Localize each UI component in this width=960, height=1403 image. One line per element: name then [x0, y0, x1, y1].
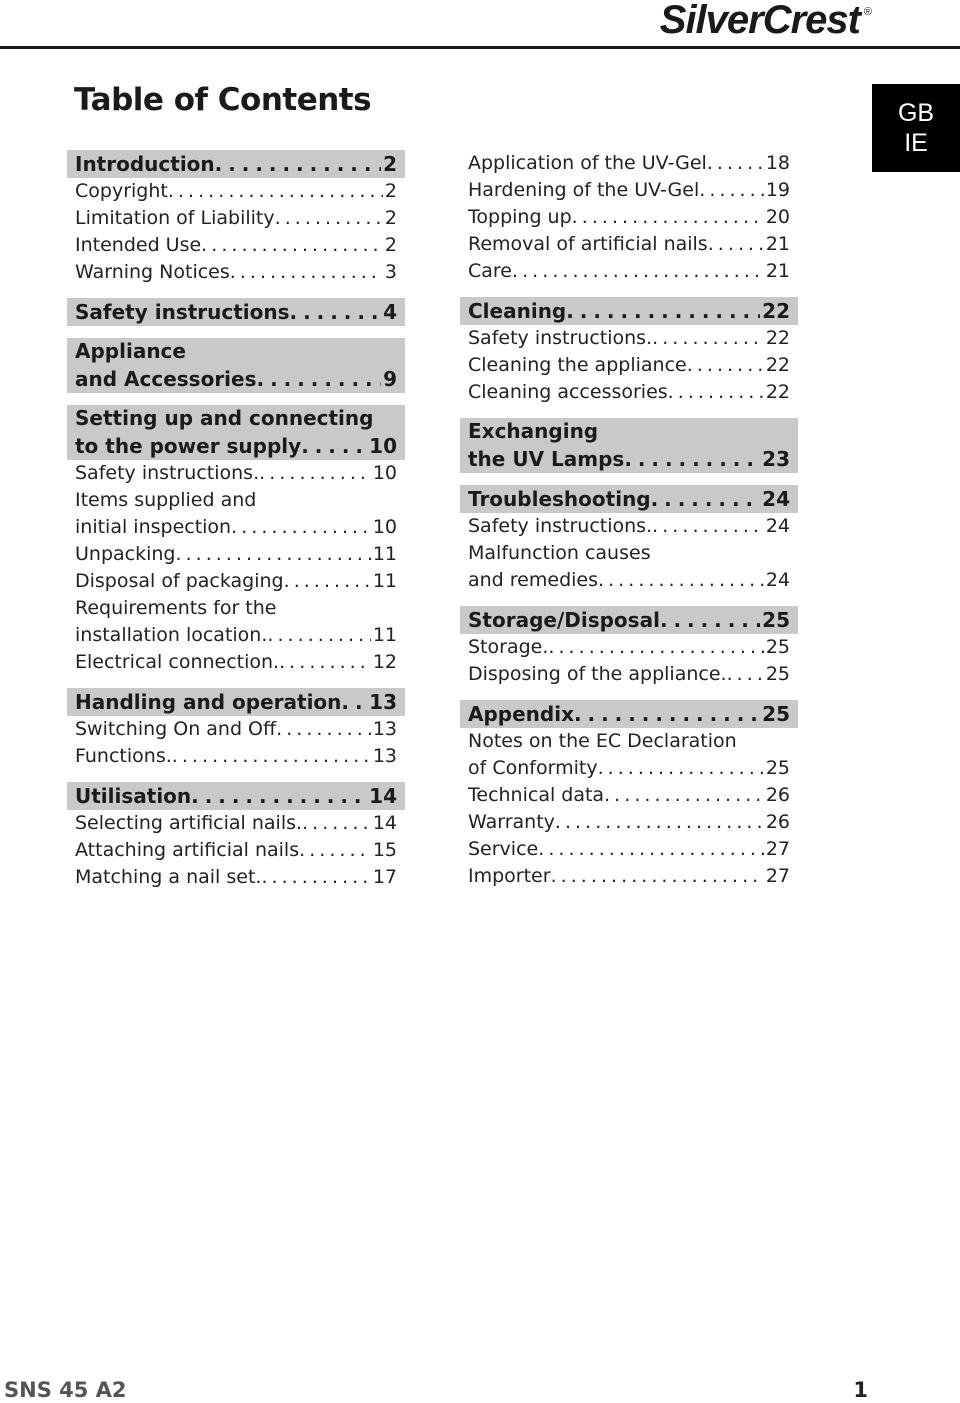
- dot-leader: [652, 325, 764, 352]
- toc-entry-title: of Conformity: [468, 757, 598, 779]
- toc-page-number: 23: [762, 447, 790, 471]
- toc-entry[interactable]: [460, 352, 798, 379]
- toc-entry[interactable]: [460, 231, 798, 258]
- toc-entry-title: Utilisation: [75, 784, 192, 808]
- dot-leader: [708, 231, 764, 258]
- toc-entry[interactable]: [460, 325, 798, 352]
- toc-entry-title: Warning Notices: [75, 261, 230, 283]
- toc-entry[interactable]: [460, 177, 798, 204]
- dot-leader: [727, 661, 764, 688]
- dot-leader: [687, 352, 764, 379]
- toc-page-number: 15: [372, 839, 397, 861]
- toc-page-number: 14: [372, 812, 397, 834]
- dot-leader: [574, 700, 760, 728]
- toc-page-number: 11: [372, 543, 397, 565]
- toc-section-header[interactable]: [67, 298, 405, 326]
- toc-entry[interactable]: [67, 205, 405, 232]
- toc-entry[interactable]: [460, 661, 798, 688]
- toc-entry-title: Appendix: [468, 702, 574, 726]
- toc-entry[interactable]: [460, 634, 798, 661]
- toc-entry[interactable]: [67, 487, 405, 541]
- toc-entry-title: Introduction: [75, 152, 215, 176]
- dot-leader: [299, 837, 371, 864]
- toc-entry-title: Cleaning accessories: [468, 381, 668, 403]
- dot-leader: [660, 606, 760, 634]
- toc-page-number: 26: [765, 784, 790, 806]
- toc-entry[interactable]: [460, 863, 798, 890]
- toc-entry-title: Cleaning: [468, 299, 567, 323]
- toc-entry-title: Storage/Disposal: [468, 608, 660, 632]
- toc-page-number: 9: [383, 367, 397, 391]
- dot-leader: [652, 513, 764, 540]
- dot-leader: [276, 716, 371, 743]
- toc-entry-title: Topping up: [468, 206, 572, 228]
- toc-entry-title-line: Requirements for the: [75, 597, 277, 619]
- toc-entry-title: and remedies: [468, 569, 598, 591]
- dot-leader: [624, 445, 760, 473]
- dot-leader: [261, 864, 370, 891]
- header-rule: [0, 46, 960, 49]
- toc-entry-title-line: Setting up and connecting: [75, 406, 374, 430]
- dot-leader: [707, 150, 764, 177]
- toc-entry-title-line: Exchanging: [468, 419, 599, 443]
- toc-page-number: 25: [765, 636, 790, 658]
- brand-logo: SilverCrest: [659, 0, 860, 42]
- dot-leader: [257, 365, 382, 393]
- toc-entry-title: Warranty: [468, 811, 555, 833]
- toc-page-number: 10: [372, 462, 397, 484]
- toc-page-number: 25: [762, 608, 790, 632]
- toc-entry[interactable]: [67, 259, 405, 286]
- dot-leader: [301, 432, 367, 460]
- toc-entry-title: Application of the UV-Gel: [468, 152, 707, 174]
- toc-page-number: 22: [765, 354, 790, 376]
- toc-section-header[interactable]: [67, 338, 405, 393]
- toc-entry[interactable]: [67, 716, 405, 743]
- toc-page-number: 25: [762, 702, 790, 726]
- dot-leader: [651, 485, 761, 513]
- dot-leader: [290, 298, 382, 326]
- toc-page-number: 13: [372, 745, 397, 767]
- toc-entry-title-line: Items supplied and: [75, 489, 257, 511]
- toc-section-header[interactable]: [67, 150, 405, 178]
- dot-leader: [201, 232, 383, 259]
- dot-leader: [668, 379, 764, 406]
- toc-entry-title: to the power supply: [75, 434, 302, 458]
- toc-section-header[interactable]: [460, 606, 798, 634]
- toc-entry-title: Troubleshooting: [468, 487, 651, 511]
- toc-entry-title: Hardening of the UV-Gel: [468, 179, 700, 201]
- toc-page-number: 27: [765, 865, 790, 887]
- page-title: Table of Contents: [74, 82, 372, 118]
- dot-leader: [230, 259, 383, 286]
- page-number: 1: [853, 1378, 868, 1402]
- dot-leader: [598, 567, 764, 594]
- toc-section-header[interactable]: [67, 688, 405, 716]
- toc-entry-title: initial inspection: [75, 516, 232, 538]
- toc-page-number: 2: [384, 234, 397, 256]
- dot-leader: [267, 622, 370, 649]
- toc-entry-title: Disposal of packaging: [75, 570, 284, 592]
- toc-page-number: 24: [765, 515, 790, 537]
- toc-entry-title: and Accessories: [75, 367, 257, 391]
- toc-entry[interactable]: [67, 837, 405, 864]
- toc-page-number: 10: [372, 516, 397, 538]
- toc-entry[interactable]: [460, 204, 798, 231]
- toc-entry[interactable]: [67, 178, 405, 205]
- toc-entry-title-line: Appliance: [75, 339, 186, 363]
- dot-leader: [191, 782, 367, 810]
- toc-entry-title-line: Malfunction causes: [468, 542, 651, 564]
- toc-right-column: [460, 150, 798, 890]
- dot-leader: [175, 541, 370, 568]
- toc-entry[interactable]: [67, 595, 405, 649]
- dot-leader: [302, 810, 371, 837]
- toc-entry-title: Intended Use: [75, 234, 202, 256]
- toc-page-number: 11: [372, 624, 397, 646]
- dot-leader: [341, 688, 367, 716]
- dot-leader: [699, 177, 764, 204]
- toc-entry-title: Disposing of the appliance.: [468, 663, 727, 685]
- dot-leader: [512, 258, 764, 285]
- toc-page-number: 21: [765, 260, 790, 282]
- toc-entry-title: Removal of artificial nails: [468, 233, 708, 255]
- toc-entry-title: Functions.: [75, 745, 172, 767]
- dot-leader: [259, 460, 371, 487]
- toc-entry[interactable]: [460, 150, 798, 177]
- toc-page-number: 13: [372, 718, 397, 740]
- dot-leader: [279, 649, 371, 676]
- toc-page-number: 25: [765, 757, 790, 779]
- toc-page-number: 2: [383, 152, 397, 176]
- toc-page-number: 27: [765, 838, 790, 860]
- toc-page-number: 20: [765, 206, 790, 228]
- toc-entry-title: Safety instructions: [75, 300, 290, 324]
- dot-leader: [215, 150, 381, 178]
- toc-entry-title: Limitation of Liability: [75, 207, 275, 229]
- toc-entry[interactable]: [67, 810, 405, 837]
- dot-leader: [284, 568, 371, 595]
- toc-entry[interactable]: [67, 743, 405, 770]
- toc-section-header[interactable]: [460, 418, 798, 473]
- registered-mark: ®: [863, 6, 872, 18]
- dot-leader: [555, 809, 764, 836]
- toc-page-number: 12: [372, 651, 397, 673]
- toc-entry-title: Electrical connection.: [75, 651, 280, 673]
- dot-leader: [168, 178, 383, 205]
- dot-leader: [275, 205, 383, 232]
- dot-leader: [566, 297, 760, 325]
- toc-entry[interactable]: [67, 541, 405, 568]
- toc-entry[interactable]: [67, 568, 405, 595]
- toc-entry-title: Service: [468, 838, 539, 860]
- toc-entry-title: Matching a nail set.: [75, 866, 262, 888]
- toc-section-header[interactable]: [67, 782, 405, 810]
- toc-entry-title: Copyright: [75, 180, 168, 202]
- toc-section-header[interactable]: [460, 485, 798, 513]
- toc-entry[interactable]: [67, 460, 405, 487]
- toc-entry[interactable]: [460, 809, 798, 836]
- toc-entry-title: installation location.: [75, 624, 268, 646]
- dot-leader: [572, 204, 764, 231]
- toc-entry-title: Unpacking: [75, 543, 176, 565]
- toc-page-number: 4: [383, 300, 397, 324]
- toc-section-header[interactable]: [67, 405, 405, 460]
- toc-entry-title: Selecting artificial nails.: [75, 812, 303, 834]
- language-badge: [872, 84, 960, 172]
- toc-entry[interactable]: [460, 728, 798, 782]
- toc-entry[interactable]: [67, 864, 405, 891]
- toc-page-number: 26: [765, 811, 790, 833]
- toc-section-header[interactable]: [460, 297, 798, 325]
- language-code-gb: GB: [897, 99, 935, 127]
- toc-page-number: 2: [384, 180, 397, 202]
- dot-leader: [604, 782, 764, 809]
- toc-entry[interactable]: [460, 258, 798, 285]
- toc-page-number: 22: [762, 299, 790, 323]
- dot-leader: [538, 836, 764, 863]
- toc-page-number: 2: [384, 207, 397, 229]
- dot-leader: [551, 863, 764, 890]
- dot-leader: [231, 514, 371, 541]
- toc-entry-title: Cleaning the appliance: [468, 354, 687, 376]
- toc-page-number: 21: [765, 233, 790, 255]
- toc-page-number: 22: [765, 327, 790, 349]
- dot-leader: [172, 743, 371, 770]
- toc-entry-title-line: Notes on the EC Declaration: [468, 730, 737, 752]
- toc-entry-title: Technical data: [468, 784, 605, 806]
- toc-page-number: 19: [765, 179, 790, 201]
- toc-page-number: 18: [765, 152, 790, 174]
- toc-entry-title: Importer: [468, 865, 551, 887]
- toc-entry-title: the UV Lamps: [468, 447, 625, 471]
- toc-entry[interactable]: [460, 540, 798, 594]
- toc-page-number: 3: [384, 261, 397, 283]
- toc-entry-title: Handling and operation: [75, 690, 342, 714]
- toc-page-number: 22: [765, 381, 790, 403]
- toc-entry-title: Safety instructions.: [468, 327, 653, 349]
- toc-page-number: 24: [762, 487, 790, 511]
- toc-entry[interactable]: [460, 782, 798, 809]
- toc-section-header[interactable]: [460, 700, 798, 728]
- toc-page-number: 14: [369, 784, 397, 808]
- toc-entry-title: Care: [468, 260, 512, 282]
- toc-page-number: 13: [369, 690, 397, 714]
- toc-page-number: 10: [369, 434, 397, 458]
- toc-entry-title: Attaching artificial nails: [75, 839, 300, 861]
- language-code-ie: IE: [904, 129, 928, 157]
- dot-leader: [548, 634, 763, 661]
- model-number: SNS 45 A2: [4, 1378, 127, 1402]
- toc-entry-title: Safety instructions.: [468, 515, 653, 537]
- toc-entry-title: Safety instructions.: [75, 462, 260, 484]
- toc-entry[interactable]: [67, 649, 405, 676]
- toc-entry-title: Storage.: [468, 636, 549, 658]
- toc-page-number: 25: [765, 663, 790, 685]
- toc-page-number: 11: [372, 570, 397, 592]
- dot-leader: [598, 755, 764, 782]
- toc-entry[interactable]: [460, 836, 798, 863]
- toc-left-column: [67, 150, 405, 891]
- toc-page-number: 17: [372, 866, 397, 888]
- toc-entry[interactable]: [460, 513, 798, 540]
- toc-entry-title: Switching On and Off: [75, 718, 277, 740]
- toc-page-number: 24: [765, 569, 790, 591]
- toc-entry[interactable]: [460, 379, 798, 406]
- toc-entry[interactable]: [67, 232, 405, 259]
